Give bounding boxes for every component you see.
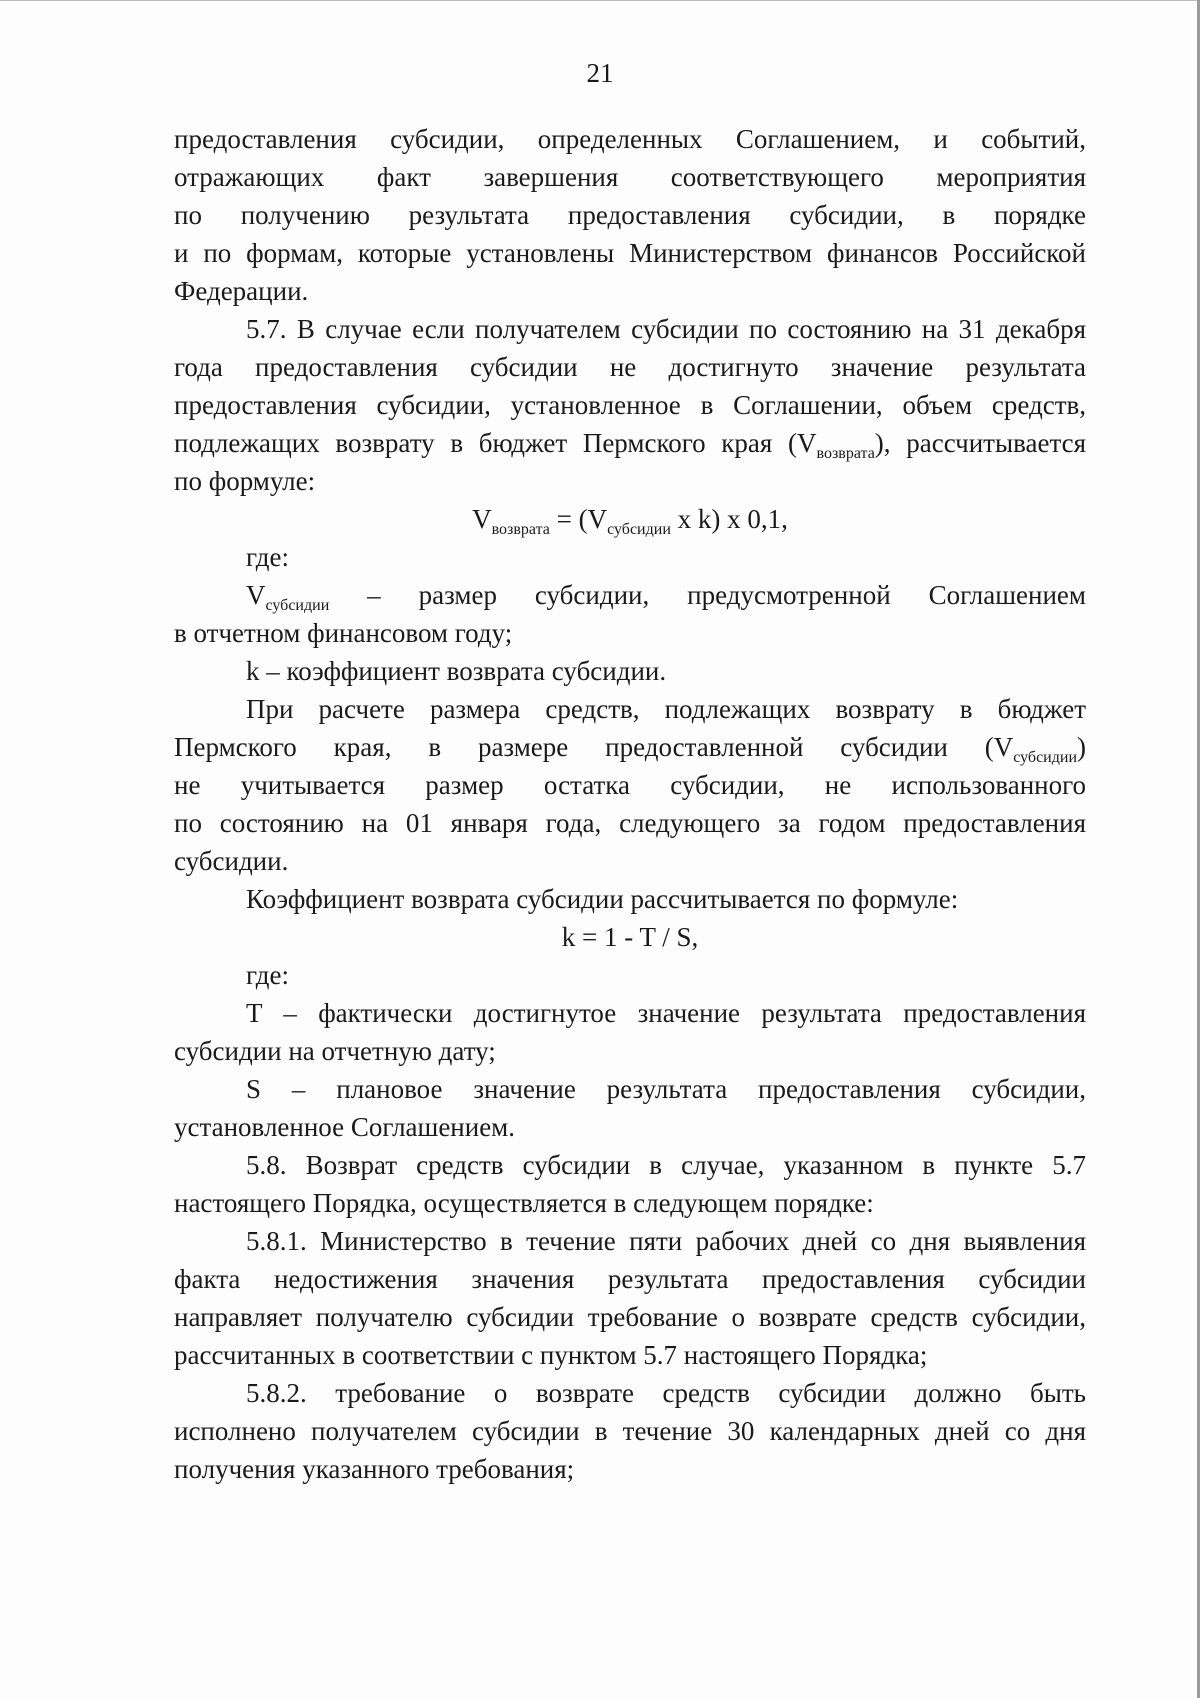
text-line: отражающих факт завершения соответствующего мероприятия [174, 162, 1086, 192]
paragraph-intro [174, 120, 1086, 310]
text-line: предоставления субсидии, определенных Соглашением, и событий, [174, 124, 1086, 154]
text-line: в отчетном финансовом году; [174, 618, 513, 648]
document-body [174, 120, 1086, 1488]
text-line: настоящего Порядка, осуществляется в следующем порядке: [174, 1188, 874, 1218]
text-line: исполнено получателем субсидии в течение 30 календарных дней со дня [174, 1416, 1086, 1446]
formula-text: = (V [549, 504, 608, 534]
text-line: направляет получателю субсидии требование о возврате средств субсидии, [174, 1302, 1086, 1332]
formula-text: x k) x 0,1, [670, 504, 788, 534]
text-fragment: ) [1077, 732, 1086, 762]
paragraph-5-7 [174, 310, 1086, 500]
text-line: установленное Соглашением. [174, 1112, 516, 1142]
subscript: субсидии [1013, 749, 1077, 766]
paragraph-5-8 [174, 1146, 1086, 1222]
text-line: 5.8. Возврат средств субсидии в случае, указанном в пункте 5.7 [246, 1150, 1086, 1180]
text-line: получения указанного требования; [174, 1454, 575, 1484]
page-number: 21 [586, 58, 614, 88]
text-line: При расчете размера средств, подлежащих возврату в бюджет [246, 694, 1086, 724]
paragraph-5-8-1 [174, 1222, 1086, 1374]
text-line: предоставления субсидии, установленное в Соглашении, объем средств, [174, 390, 1086, 420]
subscript: возврата [491, 521, 550, 538]
formula-var: V [472, 504, 492, 534]
text-line [174, 576, 1086, 614]
text-line [174, 424, 1086, 462]
definition-k: k – коэффициент возврата субсидии. [246, 656, 667, 686]
text-line: по формуле: [174, 466, 316, 496]
paragraph-coefficient: Коэффициент возврата субсидии рассчитывается по формуле: [246, 884, 959, 914]
text-fragment: подлежащих возврату в бюджет Пермского края (V [174, 428, 817, 458]
text-line: рассчитанных в соответствии с пунктом 5.7 настоящего Порядка; [174, 1340, 928, 1370]
paragraph-5-8-2 [174, 1374, 1086, 1488]
where-label: где: [246, 960, 289, 990]
text-line: T – фактически достигнутое значение результата предоставления [246, 998, 1086, 1028]
text-line: по состоянию на 01 января года, следующего за годом предоставления [174, 808, 1086, 838]
text-line: года предоставления субсидии не достигнуто значение результата [174, 352, 1086, 382]
formula-return-volume [174, 500, 1086, 538]
text-line: по получению результата предоставления субсидии, в порядке [174, 200, 1086, 230]
text-line: 5.7. В случае если получателем субсидии по состоянию на 31 декабря [246, 314, 1086, 344]
text-fragment: Пермского края, в размере предоставленной субсидии (V [174, 732, 1014, 762]
text-line: S – плановое значение результата предоставления субсидии, [246, 1074, 1086, 1104]
text-fragment: – размер субсидии, предусмотренной Соглашением [329, 580, 1086, 610]
definition-v-subsidy [174, 576, 1086, 652]
text-line: Федерации. [174, 276, 309, 306]
formula-coefficient: k = 1 - T / S, [561, 922, 699, 952]
text-line: 5.8.1. Министерство в течение пяти рабочих дней со дня выявления [246, 1226, 1086, 1256]
subscript: субсидии [265, 597, 330, 614]
scan-border-top [0, 0, 1200, 1]
text-line: факта недостижения значения результата предоставления субсидии [174, 1264, 1086, 1294]
text-line: 5.8.2. требование о возврате средств субсидии должно быть [246, 1378, 1086, 1408]
formula-var: V [246, 580, 266, 610]
subscript: возврата [816, 445, 875, 462]
text-fragment: ), рассчитывается [874, 428, 1086, 458]
text-line [174, 728, 1086, 766]
definition-s [174, 1070, 1086, 1146]
subscript: субсидии [607, 521, 671, 538]
text-line: субсидии. [174, 846, 289, 876]
where-label: где: [246, 542, 289, 572]
paragraph-calculation [174, 690, 1086, 880]
text-line: не учитывается размер остатка субсидии, не использованного [174, 770, 1086, 800]
definition-t [174, 994, 1086, 1070]
text-line: субсидии на отчетную дату; [174, 1036, 496, 1066]
text-line: и по формам, которые установлены Министерством финансов Российской [174, 238, 1086, 268]
